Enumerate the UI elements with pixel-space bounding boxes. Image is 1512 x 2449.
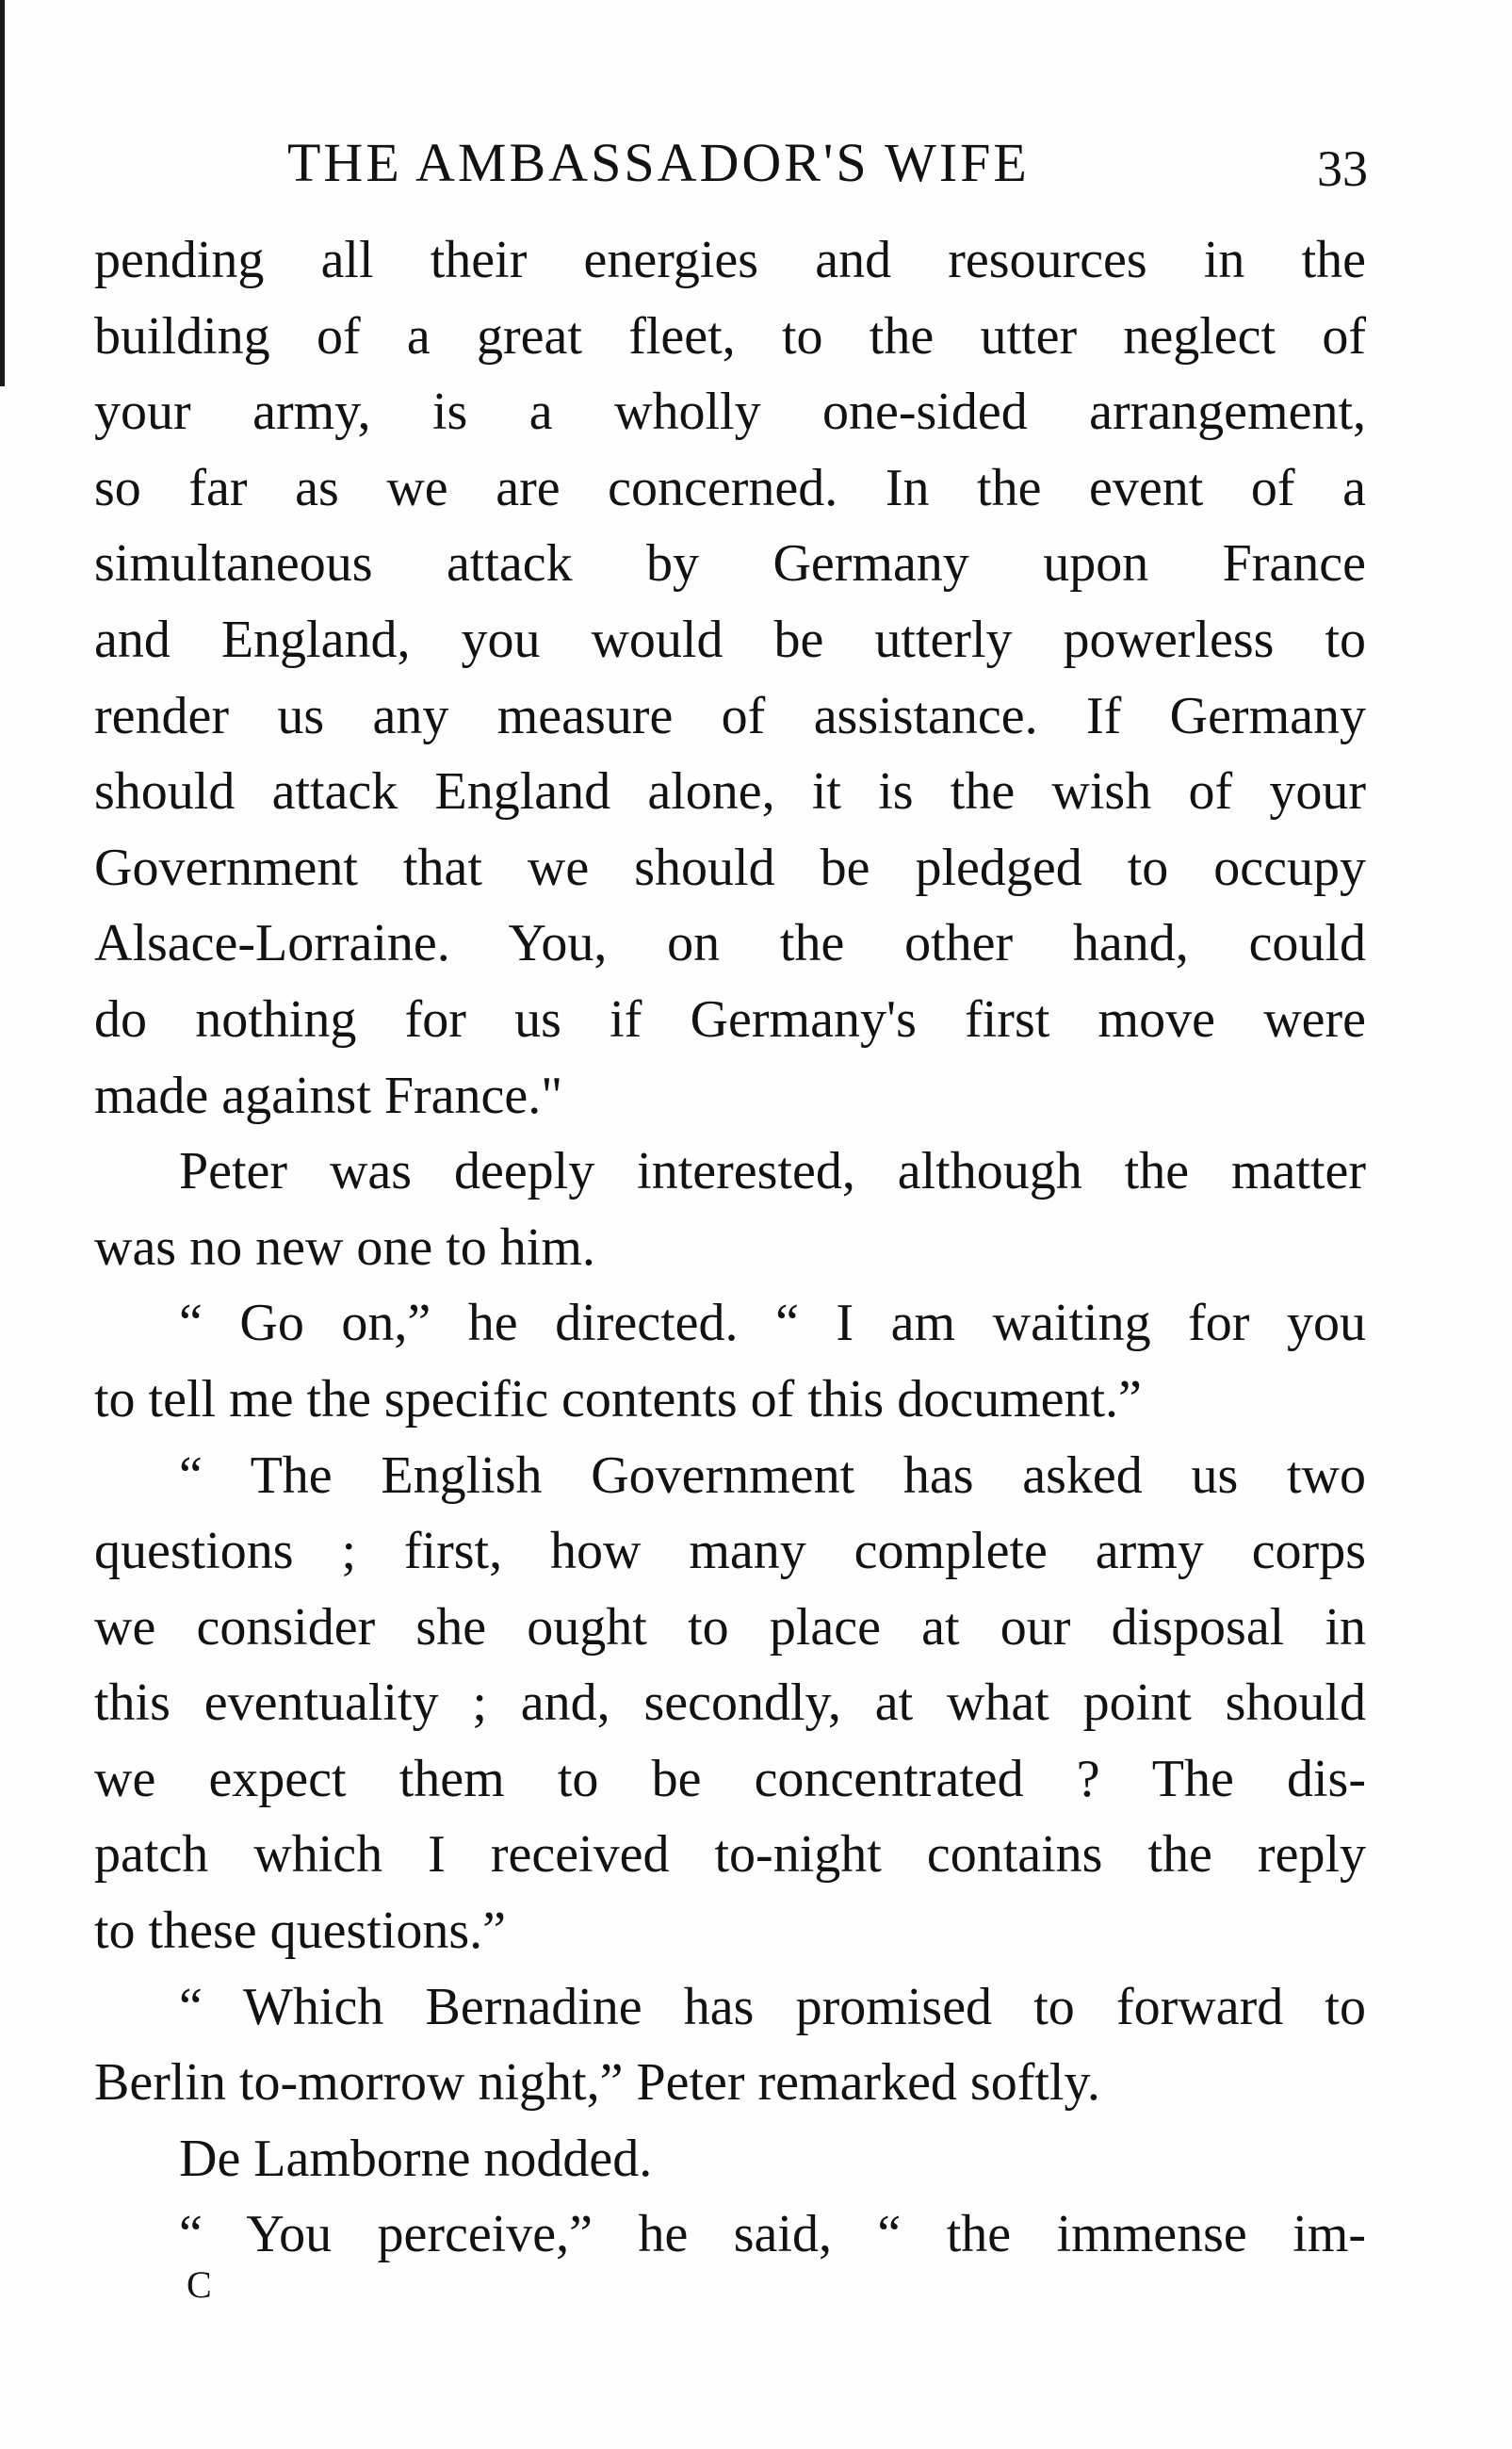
text-line: to tell me the specific contents of this document.”: [94, 1369, 1142, 1429]
text-line: we consider she ought to place at our disposal in: [94, 1597, 1366, 1657]
signature-mark: C: [187, 2263, 212, 2306]
text-line: Government that we should be pledged to occupy: [94, 838, 1366, 897]
paragraph-start-line: De Lamborne nodded.: [179, 2129, 653, 2188]
text-line: simultaneous attack by Germany upon France: [94, 534, 1366, 594]
paragraph-start-line: “ The English Government has asked us two: [179, 1445, 1366, 1505]
text-line: was no new one to him.: [94, 1217, 595, 1277]
text-line: Alsace-Lorraine. You, on the other hand, could: [94, 914, 1366, 973]
text-line: Berlin to-morrow night,” Peter remarked softly.: [94, 2053, 1100, 2113]
running-header: [94, 130, 1368, 196]
page-number: 33: [1317, 140, 1368, 197]
text-line: questions ; first, how many complete army corps: [94, 1522, 1366, 1581]
paragraph-start-line: “ Go on,” he directed. “ I am waiting for you: [179, 1294, 1366, 1353]
text-line: made against France.": [94, 1066, 563, 1125]
paragraph-start-line: “ Which Bernadine has promised to forward to: [179, 1977, 1366, 2036]
text-line: your army, is a wholly one-sided arrangement,: [94, 383, 1366, 442]
paragraph-start-line: “ You perceive,” he said, “ the immense im-: [179, 2205, 1366, 2264]
text-line: we expect them to be concentrated ? The dis-: [94, 1749, 1366, 1808]
text-line: render us any measure of assistance. If Germany: [94, 686, 1366, 745]
text-line: this eventuality ; and, secondly, at what point should: [94, 1673, 1366, 1733]
paragraph-start-line: Peter was deeply interested, although the matter: [179, 1142, 1366, 1201]
text-line: pending all their energies and resources in the: [94, 231, 1366, 289]
text-line: so far as we are concerned. In the event of a: [94, 458, 1366, 517]
page-edge-line: [0, 0, 5, 386]
body-text: [94, 222, 1366, 2273]
text-line: to these questions.”: [94, 1902, 507, 1961]
text-line: should attack England alone, it is the wish of your: [94, 762, 1366, 822]
running-title: THE AMBASSADOR'S WIFE: [287, 132, 1030, 193]
text-line: patch which I received to-night contains the reply: [94, 1825, 1366, 1885]
text-line: do nothing for us if Germany's first move were: [94, 989, 1366, 1049]
text-line: and England, you would be utterly powerless to: [94, 610, 1366, 669]
text-line: building of a great fleet, to the utter neglect of: [94, 306, 1366, 366]
